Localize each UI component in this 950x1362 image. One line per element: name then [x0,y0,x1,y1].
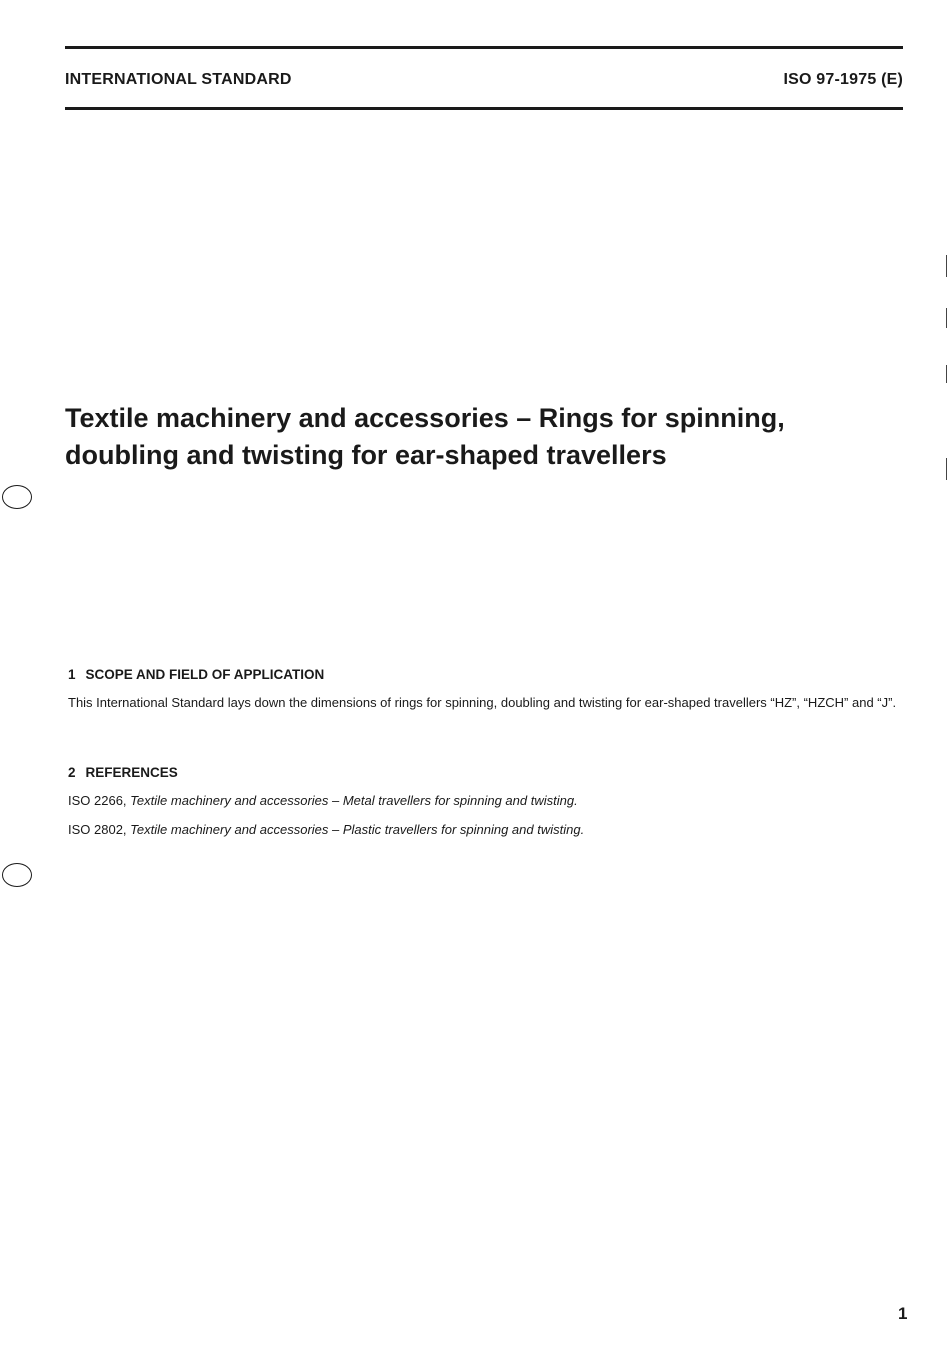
standard-number: ISO 97-1975 (E) [783,71,903,88]
reference-title: Textile machinery and accessories – Metal travellers for spinning and twisting. [130,793,578,808]
section-heading-scope [68,667,324,682]
margin-mark [946,308,947,328]
reference-title: Textile machinery and accessories – Plastic travellers for spinning and twisting. [130,822,585,837]
margin-mark [946,255,947,277]
document-title-line-2: doubling and twisting for ear-shaped travellers [65,440,667,470]
section-number: 2 [68,765,76,780]
punch-hole-icon [2,863,32,887]
header-bottom-rule [65,107,903,110]
document-title-line-1: Textile machinery and accessories – Rings for spinning, [65,403,785,433]
scope-paragraph: This International Standard lays down the dimensions of rings for spinning, doubling and twisting for ear-shaped travellers “HZ”, “HZCH” and “J”. [68,695,897,710]
reference-item [68,822,584,837]
document-title [65,400,905,474]
reference-code: ISO 2266, [68,793,127,808]
section-number: 1 [68,667,76,682]
margin-mark [946,365,947,383]
document-type-label: INTERNATIONAL STANDARD [65,71,292,88]
section-title: SCOPE AND FIELD OF APPLICATION [85,667,325,682]
section-title: REFERENCES [85,765,178,780]
page-number: 1 [898,1304,908,1323]
reference-code: ISO 2802, [68,822,127,837]
punch-hole-icon [2,485,32,509]
margin-mark [946,458,947,480]
reference-item [68,793,578,808]
section-heading-references [68,765,178,780]
header-top-rule [65,46,903,49]
